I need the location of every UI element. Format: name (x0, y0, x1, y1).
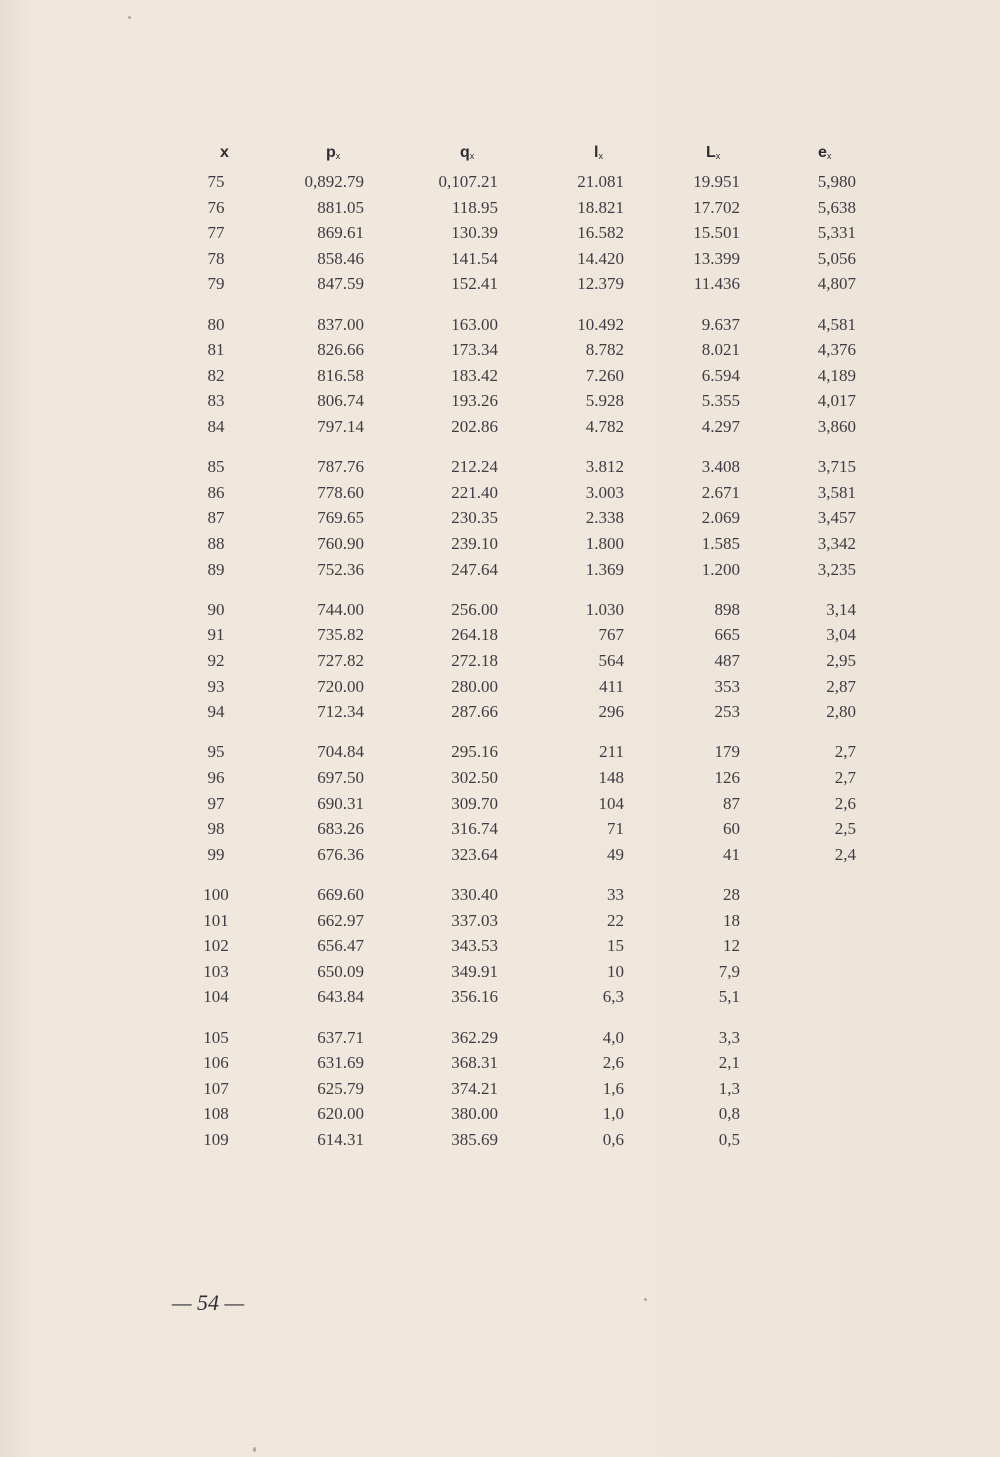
cell-px: 650.09 (317, 961, 364, 981)
cell-x: 79 (207, 274, 225, 294)
cell-ex: 4,807 (817, 274, 856, 294)
cell-Lx-cap: 179 (714, 742, 740, 762)
cell-x: 99 (207, 844, 225, 864)
cell-x: 86 (207, 482, 225, 502)
cell-Lx-cap: 2,1 (718, 1053, 740, 1073)
cell-qx: 362.29 (451, 1027, 498, 1047)
cell-lx: 2,6 (602, 1053, 624, 1073)
cell-qx: 230.35 (451, 508, 498, 528)
cell-Lx-cap: 19.951 (693, 172, 740, 191)
cell-lx: 1,0 (602, 1104, 624, 1124)
cell-px: 669.60 (317, 885, 364, 904)
cell-qx: 349.91 (451, 961, 498, 981)
paper-speck (644, 1298, 647, 1301)
cell-px: 752.36 (317, 559, 364, 579)
cell-qx: 247.64 (451, 559, 498, 579)
cell-px: 720.00 (317, 676, 364, 696)
cell-x: 80 (207, 314, 225, 334)
cell-Lx-cap: 1.585 (701, 534, 740, 553)
cell-x: 103 (203, 961, 229, 981)
cell-qx: 343.53 (451, 936, 498, 956)
cell-x: 91 (207, 625, 225, 645)
cell-x: 108 (203, 1104, 229, 1124)
cell-lx: 71 (607, 819, 624, 839)
cell-ex: 2,6 (834, 793, 856, 813)
cell-Lx-cap: 253 (714, 702, 740, 722)
cell-ex: 3,457 (817, 508, 856, 528)
cell-px: 620.00 (317, 1104, 364, 1124)
cell-qx: 202.86 (451, 417, 498, 436)
cell-px: 806.74 (317, 391, 364, 411)
cell-Lx-cap: 487 (714, 651, 740, 670)
cell-px: 676.36 (317, 844, 364, 864)
cell-x: 109 (203, 1130, 229, 1149)
cell-ex: 3,04 (826, 625, 856, 645)
cell-x: 93 (207, 676, 225, 696)
cell-lx: 3.003 (585, 482, 624, 502)
cell-px: 778.60 (317, 482, 364, 502)
cell-Lx-cap: 87 (723, 793, 740, 813)
cell-qx: 0,107.21 (438, 172, 498, 191)
cell-px: 631.69 (317, 1053, 364, 1073)
cell-Lx-cap: 15.501 (693, 223, 740, 243)
cell-lx: 4.782 (585, 417, 624, 436)
cell-Lx-cap: 0,8 (718, 1104, 740, 1124)
cell-qx: 152.41 (451, 274, 498, 294)
cell-px: 787.76 (317, 457, 364, 477)
cell-x: 76 (207, 197, 225, 217)
cell-qx: 212.24 (451, 457, 498, 477)
cell-px: 837.00 (317, 314, 364, 334)
cell-qx: 295.16 (451, 742, 498, 762)
cell-Lx-cap: 5,1 (718, 987, 740, 1007)
cell-Lx-cap: 353 (714, 676, 740, 696)
cell-qx: 118.95 (451, 197, 498, 217)
cell-px: 697.50 (317, 768, 364, 787)
header-lx: $l_x$ (594, 144, 603, 161)
cell-ex: 3,14 (826, 599, 856, 619)
cell-x: 88 (207, 534, 225, 553)
cell-x: 97 (207, 793, 225, 813)
cell-qx: 256.00 (451, 599, 498, 619)
cell-px: 847.59 (317, 274, 364, 294)
cell-px: 816.58 (317, 365, 364, 385)
cell-x: 101 (203, 910, 229, 930)
cell-lx: 18.821 (577, 197, 624, 217)
header-x: x (220, 144, 229, 161)
cell-qx: 264.18 (451, 625, 498, 645)
cell-lx: 411 (599, 676, 624, 696)
cell-x: 104 (203, 987, 229, 1007)
cell-ex: 5,056 (817, 248, 856, 268)
cell-lx: 1.800 (585, 534, 624, 553)
cell-Lx-cap: 60 (723, 819, 740, 839)
cell-Lx-cap: 13.399 (693, 248, 740, 268)
cell-x: 82 (207, 365, 225, 385)
cell-x: 77 (207, 223, 225, 243)
cell-px: 704.84 (317, 742, 364, 762)
cell-qx: 330.40 (451, 885, 498, 904)
cell-px: 683.26 (317, 819, 364, 839)
cell-ex: 5,331 (817, 223, 856, 243)
cell-lx: 16.582 (577, 223, 624, 243)
cell-ex: 4,017 (817, 391, 856, 411)
cell-ex: 2,7 (834, 768, 856, 787)
cell-lx: 0,6 (602, 1130, 624, 1149)
cell-x: 85 (207, 457, 225, 477)
cell-qx: 380.00 (451, 1104, 498, 1124)
cell-Lx-cap: 4.297 (701, 417, 740, 436)
cell-qx: 302.50 (451, 768, 498, 787)
cell-Lx-cap: 17.702 (693, 197, 740, 217)
cell-qx: 323.64 (451, 844, 498, 864)
cell-ex: 4,581 (817, 314, 856, 334)
header-qx: $q_x$ (460, 144, 475, 161)
cell-qx: 287.66 (451, 702, 498, 722)
cell-lx: 4,0 (602, 1027, 624, 1047)
cell-x: 95 (207, 742, 225, 762)
cell-ex: 2,80 (826, 702, 856, 722)
cell-lx: 1,6 (602, 1078, 624, 1098)
cell-px: 727.82 (317, 651, 364, 670)
cell-Lx-cap: 2.069 (701, 508, 740, 528)
cell-Lx-cap: 3,3 (718, 1027, 740, 1047)
cell-qx: 183.42 (451, 365, 498, 385)
cell-x: 94 (207, 702, 225, 722)
cell-Lx-cap: 1,3 (718, 1078, 740, 1098)
cell-lx: 1.030 (585, 599, 624, 619)
cell-lx: 3.812 (585, 457, 624, 477)
cell-x: 84 (207, 417, 225, 436)
cell-ex: 3,581 (817, 482, 856, 502)
cell-lx: 12.379 (577, 274, 624, 294)
cell-x: 98 (207, 819, 225, 839)
cell-qx: 316.74 (451, 819, 498, 839)
cell-ex: 2,7 (834, 742, 856, 762)
cell-qx: 221.40 (451, 482, 498, 502)
cell-Lx-cap: 28 (723, 885, 740, 904)
cell-px: 858.46 (317, 248, 364, 268)
cell-x: 81 (207, 340, 225, 360)
cell-x: 92 (207, 651, 225, 670)
cell-Lx-cap: 2.671 (701, 482, 740, 502)
paper-speck (128, 16, 131, 19)
cell-Lx-cap: 665 (714, 625, 740, 645)
cell-qx: 337.03 (451, 910, 498, 930)
cell-lx: 14.420 (577, 248, 624, 268)
cell-ex: 2,87 (826, 676, 856, 696)
cell-qx: 193.26 (451, 391, 498, 411)
cell-x: 90 (207, 599, 225, 619)
cell-qx: 280.00 (451, 676, 498, 696)
cell-lx: 767 (598, 625, 624, 645)
cell-px: 656.47 (317, 936, 364, 956)
cell-x: 87 (207, 508, 225, 528)
cell-Lx-cap: 3.408 (701, 457, 740, 477)
cell-x: 107 (203, 1078, 229, 1098)
cell-ex: 3,235 (817, 559, 856, 579)
cell-lx: 5.928 (585, 391, 624, 411)
cell-lx: 2.338 (585, 508, 624, 528)
cell-ex: 5,638 (817, 197, 856, 217)
cell-ex: 2,95 (826, 651, 856, 670)
cell-Lx-cap: 8.021 (701, 340, 740, 360)
cell-lx: 15 (607, 936, 624, 956)
cell-x: 89 (207, 559, 225, 579)
cell-Lx-cap: 12 (723, 936, 740, 956)
cell-Lx-cap: 898 (714, 599, 740, 619)
cell-Lx-cap: 1.200 (701, 559, 740, 579)
cell-px: 625.79 (317, 1078, 364, 1098)
cell-Lx-cap: 11.436 (693, 274, 740, 294)
header-px: $p_x$ (326, 144, 341, 161)
cell-x: 75 (207, 172, 225, 191)
cell-px: 881.05 (317, 197, 364, 217)
cell-Lx-cap: 6.594 (701, 365, 740, 385)
cell-Lx-cap: 0,5 (718, 1130, 740, 1149)
cell-qx: 356.16 (451, 987, 498, 1007)
cell-ex: 2,4 (834, 844, 856, 864)
cell-px: 735.82 (317, 625, 364, 645)
cell-lx: 22 (607, 910, 624, 930)
cell-ex: 2,5 (834, 819, 856, 839)
cell-px: 637.71 (317, 1027, 364, 1047)
cell-x: 100 (203, 885, 229, 904)
cell-qx: 272.18 (451, 651, 498, 670)
cell-px: 643.84 (317, 987, 364, 1007)
cell-x: 106 (203, 1053, 229, 1073)
cell-lx: 1.369 (585, 559, 624, 579)
cell-Lx-cap: 5.355 (701, 391, 740, 411)
cell-lx: 33 (607, 885, 624, 904)
cell-lx: 211 (599, 742, 624, 762)
cell-x: 96 (207, 768, 225, 787)
cell-qx: 163.00 (451, 314, 498, 334)
cell-px: 614.31 (317, 1130, 364, 1149)
cell-Lx-cap: 126 (714, 768, 740, 787)
cell-qx: 385.69 (451, 1130, 498, 1149)
cell-qx: 374.21 (451, 1078, 498, 1098)
cell-px: 869.61 (317, 223, 364, 243)
header-ex: $e_x$ (818, 144, 832, 161)
cell-px: 0,892.79 (304, 172, 364, 191)
cell-ex: 3,342 (817, 534, 856, 553)
page-number: — 54 — (172, 1290, 245, 1315)
cell-x: 105 (203, 1027, 229, 1047)
cell-lx: 8.782 (585, 340, 624, 360)
cell-qx: 239.10 (451, 534, 498, 553)
cell-lx: 7.260 (585, 365, 624, 385)
cell-lx: 6,3 (602, 987, 624, 1007)
cell-x: 78 (207, 248, 225, 268)
cell-lx: 104 (598, 793, 624, 813)
cell-lx: 148 (598, 768, 624, 787)
cell-lx: 49 (607, 844, 624, 864)
cell-lx: 10 (607, 961, 624, 981)
cell-px: 662.97 (317, 910, 364, 930)
cell-px: 690.31 (317, 793, 364, 813)
cell-px: 744.00 (317, 599, 364, 619)
cell-ex: 4,189 (817, 365, 856, 385)
cell-qx: 368.31 (451, 1053, 498, 1073)
cell-qx: 141.54 (451, 248, 498, 268)
cell-px: 769.65 (317, 508, 364, 528)
cell-Lx-cap: 9.637 (701, 314, 740, 334)
cell-ex: 5,980 (817, 172, 856, 191)
cell-px: 760.90 (317, 534, 364, 553)
cell-px: 826.66 (317, 340, 364, 360)
header-Lx-cap: $L_x$ (706, 144, 721, 161)
cell-lx: 296 (598, 702, 624, 722)
paper-speck (253, 1447, 256, 1452)
cell-qx: 309.70 (451, 793, 498, 813)
cell-lx: 21.081 (577, 172, 624, 191)
cell-ex: 3,715 (817, 457, 856, 477)
cell-ex: 4,376 (817, 340, 856, 360)
cell-ex: 3,860 (817, 417, 856, 436)
cell-x: 102 (203, 936, 229, 956)
cell-Lx-cap: 41 (723, 844, 740, 864)
cell-qx: 130.39 (451, 223, 498, 243)
cell-x: 83 (207, 391, 225, 411)
cell-lx: 564 (598, 651, 624, 670)
cell-lx: 10.492 (577, 314, 624, 334)
cell-Lx-cap: 18 (723, 910, 740, 930)
cell-px: 712.34 (317, 702, 364, 722)
cell-Lx-cap: 7,9 (718, 961, 740, 981)
cell-px: 797.14 (317, 417, 364, 436)
cell-qx: 173.34 (451, 340, 498, 360)
